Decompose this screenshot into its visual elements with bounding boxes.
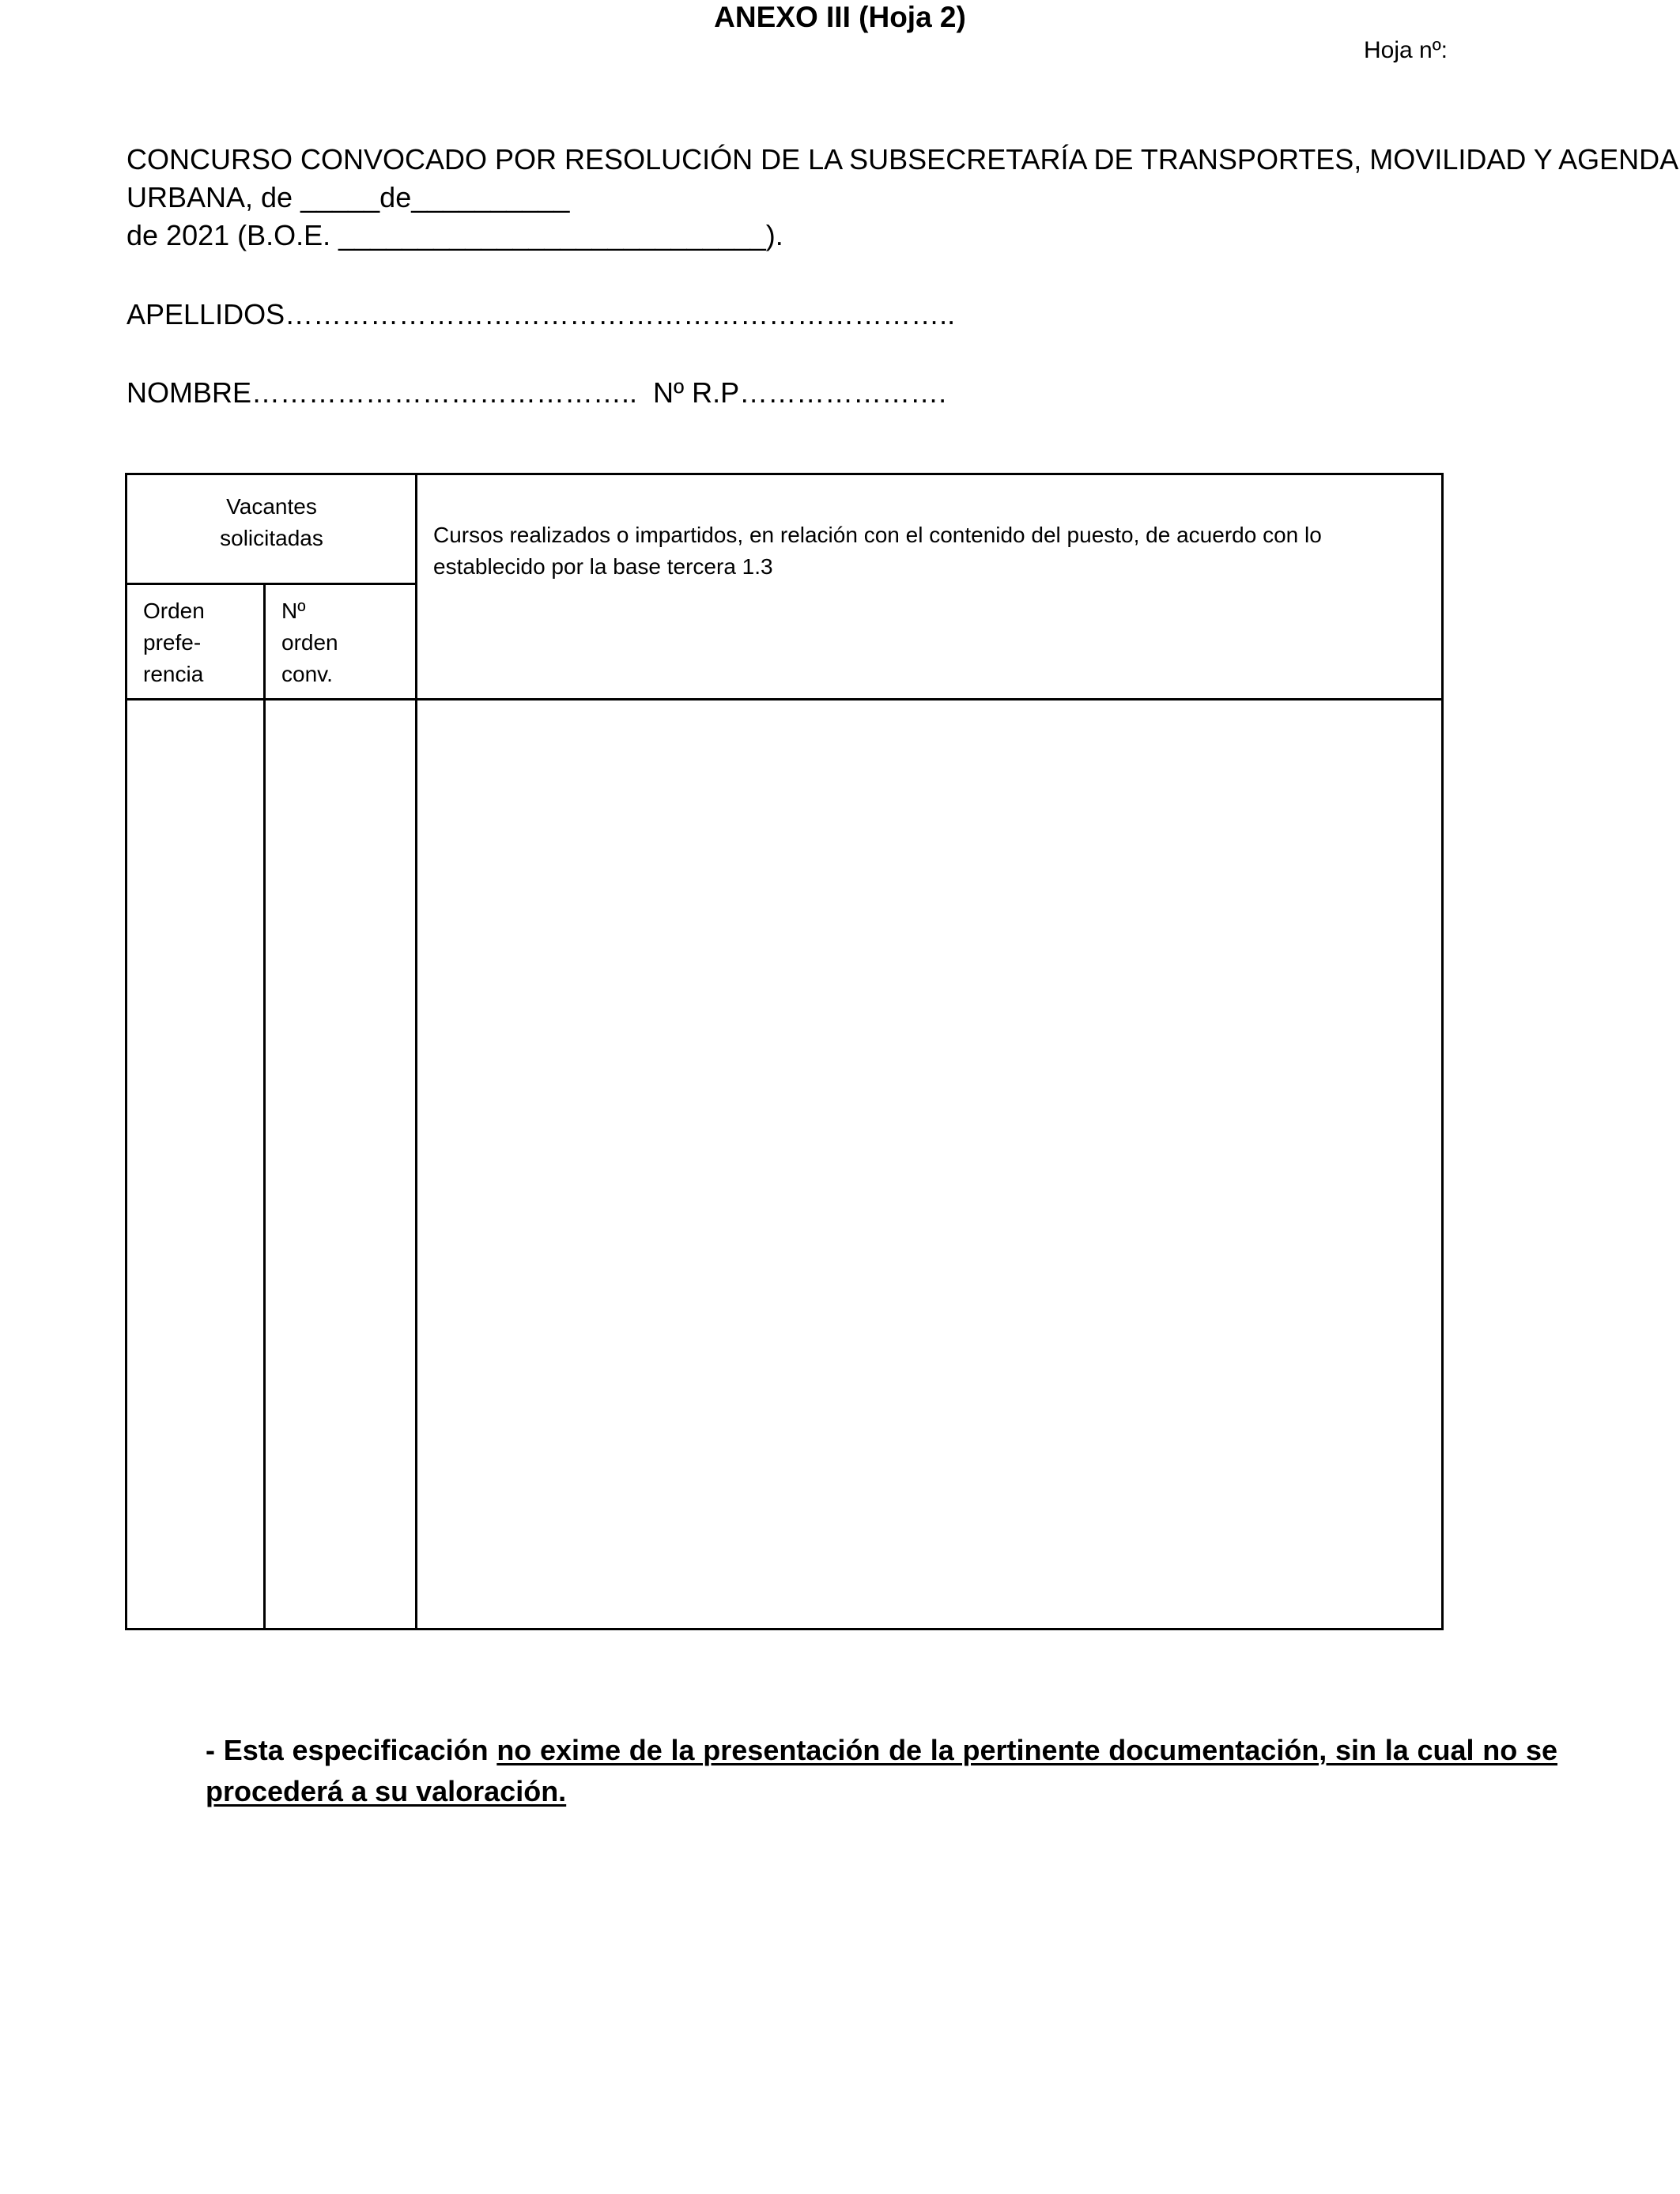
cursos-cell[interactable] (417, 700, 1441, 1630)
sheet-number-label: Hoja nº: (1364, 37, 1448, 63)
page-title: ANEXO III (Hoja 2) (714, 1, 966, 33)
table-divider-subheader (127, 583, 415, 585)
contest-statement (126, 141, 1679, 255)
orden-preferencia-header: Orden prefe- rencia (143, 599, 205, 686)
numero-orden-cell[interactable] (266, 700, 415, 1630)
courses-table (125, 473, 1444, 1630)
vacantes-header: Vacantes solicitadas (220, 494, 323, 550)
contest-line-3: de 2021 (B.O.E. ___________________________). (126, 219, 783, 251)
contest-line-1: CONCURSO CONVOCADO POR RESOLUCIÓN DE LA SUBSECRETARÍA DE TRANSPORTES, MOVILIDAD Y AGENDA (126, 143, 1679, 176)
nombre-field: NOMBRE………………………………….. Nº R.P…………………. (126, 376, 947, 409)
apellidos-field: APELLIDOS…………………………………………………………….. (126, 298, 956, 330)
note-prefix: - Esta especificación (206, 1734, 497, 1766)
cursos-header: Cursos realizados o impartidos, en relación con el contenido del puesto, de acuerdo con lo establecido por la base tercera 1.3 (433, 523, 1322, 579)
documentation-note (206, 1730, 1557, 1812)
contest-line-2: URBANA, de _____de__________ (126, 181, 570, 213)
orden-preferencia-cell[interactable] (127, 700, 263, 1630)
numero-orden-header: Nº orden conv. (281, 599, 338, 686)
note-underlined-text: no exime de la presentación de la pertinente documentación, sin la cual no se procederá a su valoración. (206, 1734, 1557, 1807)
